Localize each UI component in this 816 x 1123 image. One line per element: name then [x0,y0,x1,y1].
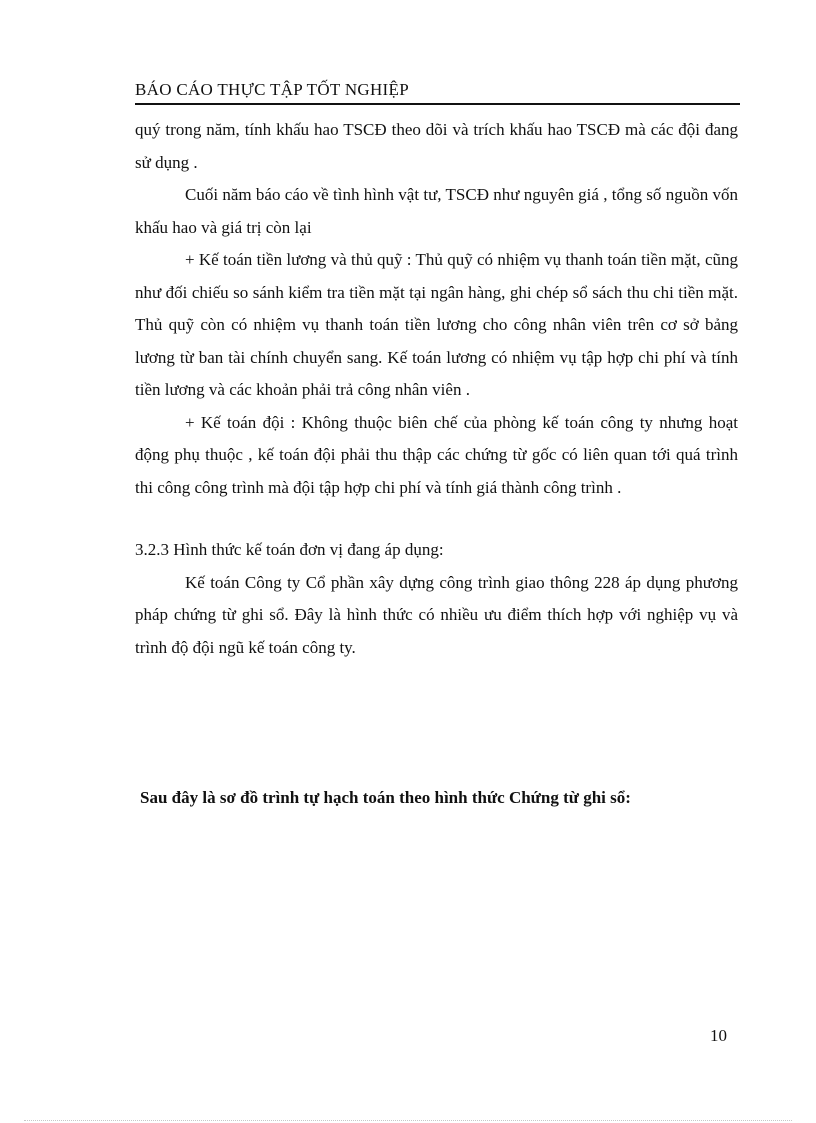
section-heading: 3.2.3 Hình thức kế toán đơn vị đang áp dụng: [135,540,444,559]
paragraph-team-accounting: + Kế toán đội : Không thuộc biên chế của phòng kế toán công ty nhưng hoạt động phụ thuộc , kế toán đội phải thu thập các chứng từ gốc có liên quan tới quá trình thi công công trình mà đội tập hợp chi phí và tính giá thành công trình . [135,412,738,497]
diagram-intro: Sau đây là sơ đồ trình tự hạch toán theo hình thức Chứng từ ghi sổ: [140,788,631,807]
paragraph-payroll-cashier: + Kế toán tiền lương và thủ quỹ : Thủ quỹ có nhiệm vụ thanh toán tiền mặt, cũng như đối chiếu so sánh kiểm tra tiền mặt tại ngân hàng, ghi chép sổ sách thu chi tiền mặt. Thủ quỹ còn có nhiệm vụ thanh toán tiền lương cho công nhân viên trên cơ sở bảng lương từ ban tài chính chuyển sang. Kế toán lương có nhiệm vụ tập hợp chi phí và tính tiền lương và các khoản phải trả công nhân viên . [135,250,738,399]
section-paragraph: Kế toán Công ty Cổ phần xây dựng công trình giao thông 228 áp dụng phương pháp chứng từ ghi sổ. Đây là hình thức có nhiều ưu điểm thích hợp với nghiệp vụ và trình độ đội ngũ kế toán công ty. [135,572,738,657]
page-header: BÁO CÁO THỰC TẬP TỐT NGHIỆP [135,80,740,105]
paragraph-continuation: quý trong năm, tính khấu hao TSCĐ theo dõi và trích khấu hao TSCĐ mà các đội đang sử dụng . [135,120,738,172]
bottom-divider [24,1120,792,1121]
document-body [135,114,738,664]
page-number: 10 [710,1026,727,1045]
paragraph-year-end-report: Cuối năm báo cáo về tình hình vật tư, TSCĐ như nguyên giá , tổng số nguồn vốn khấu hao và giá trị còn lại [135,185,738,237]
